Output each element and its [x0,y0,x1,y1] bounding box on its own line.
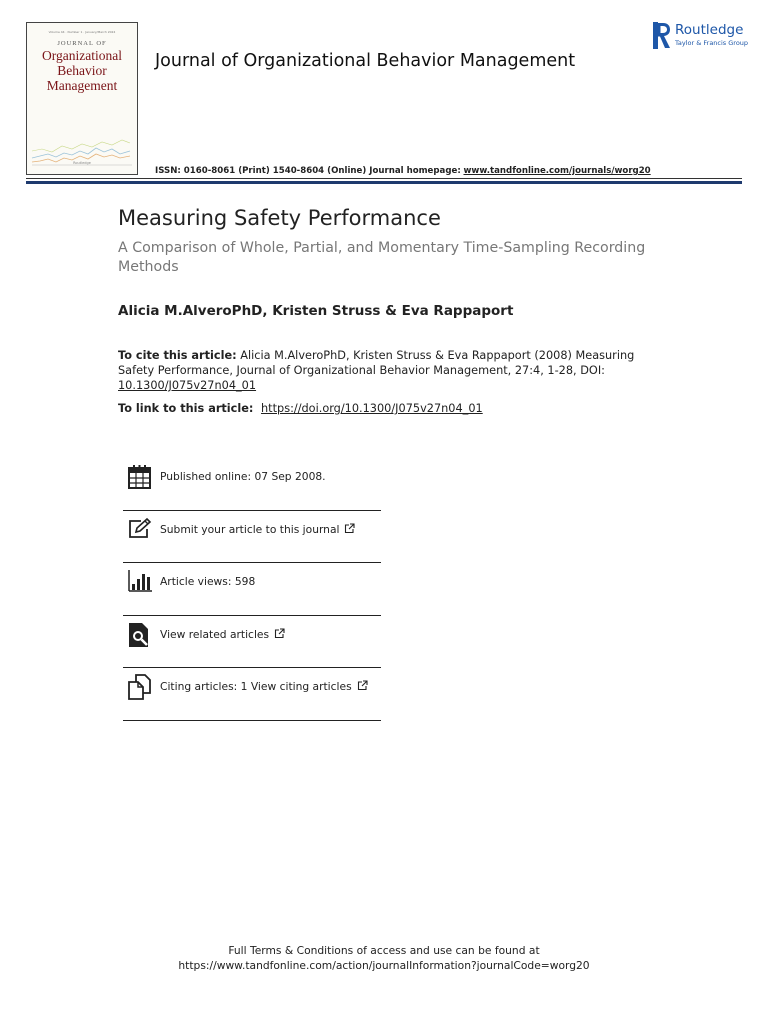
cover-title-line: Behavior [57,63,107,78]
cite-text: Alicia M.AlveroPhD, Kristen Struss & Eva Rappaport (2008) Measuring Safety Performance, Journal of Organizational Behavior Management, 27:4, 1-28, DOI: [118,349,635,377]
published-online-text: Published online: 07 Sep 2008. [160,470,326,483]
cite-label: To cite this article: [118,349,237,362]
citing-articles-link[interactable] [160,680,368,693]
header-rule-thick [26,181,742,184]
article-authors: Alicia M.AlveroPhD, Kristen Struss & Eva Rappaport [118,303,514,319]
journal-cover-image [26,22,138,175]
cover-title-line: Organizational [42,48,122,63]
citing-articles-label: Citing articles: 1 View citing articles [160,680,352,693]
cover-volume-line: Volume 44 · Number 1 · January/March 2024 [48,30,116,34]
journal-homepage-link[interactable]: www.tandfonline.com/journals/worg20 [463,166,651,176]
cover-title [27,48,137,93]
related-articles-link[interactable] [160,628,285,641]
routledge-logo[interactable] [653,22,749,50]
footer-line-1: Full Terms & Conditions of access and use can be found at [228,944,540,957]
cite-doi-link[interactable]: 10.1300/J075v27n04_01 [118,379,257,392]
external-link-icon [344,523,355,534]
bar-chart-icon [127,569,153,595]
journal-title: Journal of Organizational Behavior Management [155,51,576,71]
edit-icon [127,517,153,543]
citing-articles-item[interactable] [123,668,381,721]
article-subtitle: A Comparison of Whole, Partial, and Momentary Time-Sampling Recording Methods [118,240,646,275]
cover-publisher: Routledge [73,161,91,165]
related-articles-label: View related articles [160,627,270,641]
issn-line [155,166,651,176]
citation-block [118,348,663,393]
publisher-sub: Taylor & Francis Group [675,39,749,47]
header-rule-thin [26,178,742,179]
footer-terms-link[interactable]: https://www.tandfonline.com/action/journalInformation?journalCode=worg20 [178,959,590,972]
issn-text: ISSN: 0160-8061 (Print) 1540-8604 (Online) Journal homepage: [155,166,461,176]
submit-article-item[interactable] [123,511,381,564]
routledge-r-icon [653,22,671,49]
article-doi-link[interactable]: https://doi.org/10.1300/J075v27n04_01 [261,402,483,415]
publisher-name: Routledge [675,22,744,38]
submit-article-label: Submit your article to this journal [160,522,340,536]
article-link-line [118,402,483,415]
external-link-icon [357,680,368,691]
article-views-item [123,563,381,616]
cover-journal-of: JOURNAL OF [57,40,107,47]
cover-title-line: Management [46,78,118,93]
external-link-icon [274,628,285,639]
footer-terms [0,943,768,973]
article-views-text: Article views: 598 [160,575,256,588]
link-label: To link to this article: [118,402,254,415]
related-articles-item[interactable] [123,616,381,669]
calendar-icon [127,464,153,490]
citing-documents-icon [127,674,153,700]
submit-article-link[interactable] [160,523,355,536]
article-title: Measuring Safety Performance [118,206,441,230]
published-online-item [123,458,381,511]
search-document-icon [127,622,153,648]
article-info-list [123,458,381,721]
